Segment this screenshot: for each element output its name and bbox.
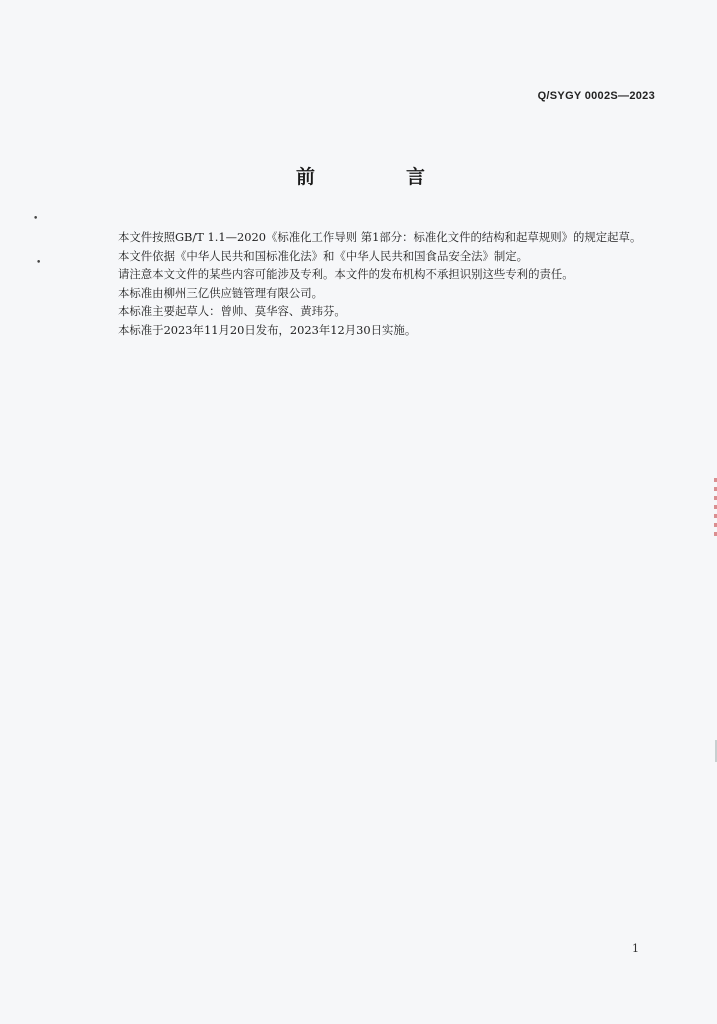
paragraph-legal-basis: 本文件依据《中华人民共和国标准化法》和《中华人民共和国食品安全法》制定。 bbox=[118, 248, 529, 263]
foreword-body bbox=[92, 228, 666, 340]
paragraph-proposer: 本标准由柳州三亿供应链管理有限公司。 bbox=[118, 285, 324, 300]
paragraph-dates: 本标准于2023年11月20日发布，2023年12月30日实施。 bbox=[118, 322, 417, 337]
page-number: 1 bbox=[632, 942, 639, 955]
paragraph-patent-notice: 请注意本文文件的某些内容可能涉及专利。本文件的发布机构不承担识别这些专利的责任。 bbox=[118, 267, 574, 282]
paragraph-drafting-rules: 本文件按照GB/T 1.1—2020《标准化工作导则 第1部分：标准化文件的结构和起草规则》的规定起草。 bbox=[118, 230, 642, 244]
page-title: 前 言 bbox=[295, 166, 461, 188]
paragraph-drafters: 本标准主要起草人：曾帅、莫华容、黄玮芬。 bbox=[118, 304, 346, 319]
scan-artifact-dot: • bbox=[33, 214, 39, 224]
scan-artifact-dot: • bbox=[36, 258, 42, 268]
document-code: Q/SYGY 0002S—2023 bbox=[537, 90, 655, 102]
